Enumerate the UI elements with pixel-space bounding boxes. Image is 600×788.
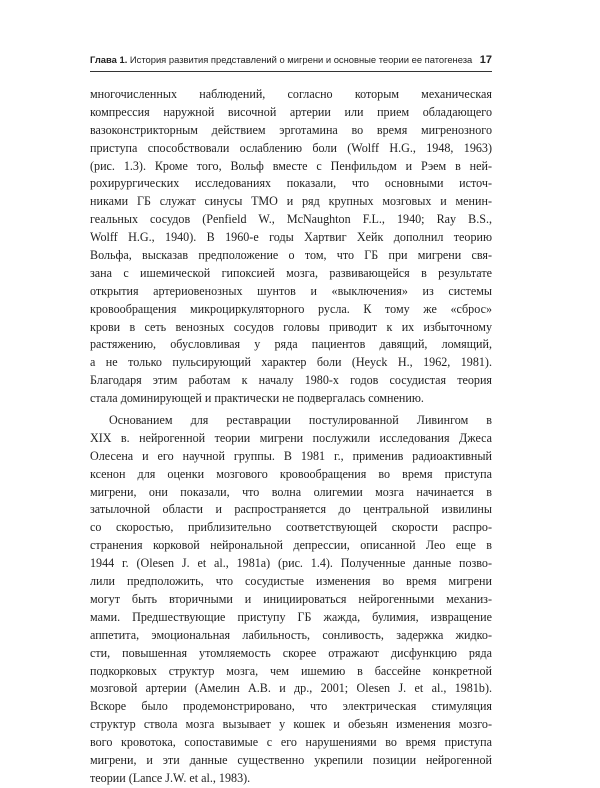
- text-line: могут быть вторичными и инициироваться нейрогенными механиз-: [90, 591, 492, 606]
- running-header: [90, 54, 492, 66]
- text-line: приступа способствовали ослаблению боли (Wolff H.G., 1948, 1963): [90, 140, 492, 155]
- text-line: XIX в. нейрогенной теории мигрени послужили исследования Джеса: [90, 430, 492, 445]
- text-line: странения корковой нейрональной депрессии, описанной Лео еще в: [90, 538, 492, 553]
- text-line: мами. Предшествующие приступу ГБ жажда, булимия, извращение: [90, 609, 492, 624]
- text-line: структур ствола мозга вызывает у кошек и обезьян изменения мозго-: [90, 717, 492, 732]
- chapter-label: Глава 1.: [90, 54, 128, 65]
- text-line: ксенон для оценки мозгового кровообращения во время приступа: [90, 466, 492, 481]
- text-line: мигрени, они показали, что волна олигемии мозга начинается в: [90, 484, 492, 499]
- text-line: многочисленных наблюдений, согласно которым механическая: [90, 87, 492, 101]
- page-number: 17: [479, 54, 492, 66]
- text-line: растяжению, обусловливая у ряда пациентов давящий, ломящий,: [90, 337, 492, 352]
- text-line: вого кровотока, сопоставимые с его нарушениями во время приступа: [90, 735, 492, 750]
- text-line: Вскоре было продемонстрировано, что электрическая стимуляция: [90, 699, 492, 714]
- text-line: стала доминирующей и практически не подвергалась сомнению.: [90, 391, 424, 406]
- text-line: подкорковых структур мозга, чем ишемию в бассейне конкретной: [90, 663, 492, 678]
- text-line: аппетита, эмоциональная лабильность, сонливость, задержка жидко-: [90, 627, 492, 642]
- text-line: рохирургических исследованиях показали, что основными источ-: [90, 176, 492, 191]
- paragraph: [90, 86, 492, 408]
- text-line: Благодаря этим работам к началу 1980-х годов сосудистая теория: [90, 373, 492, 388]
- text-line: (рис. 1.3). Кроме того, Вольф вместе с Пенфильдом и Рэем в ней-: [90, 158, 492, 173]
- header-rule: [90, 71, 492, 72]
- text-line: никами ГБ служат синусы ТМО и ряд крупных мозговых и менин-: [90, 194, 492, 209]
- text-line: мигрени, и эти данные существенно укрепили позиции нейрогенной: [90, 752, 492, 767]
- text-line: зана с ишемической гипоксией мозга, развивающейся в результате: [90, 265, 492, 280]
- text-line: Вольфа, высказав предположение о том, что ГБ при мигрени свя-: [90, 248, 492, 263]
- text-line: затылочной области и распространяется до центральной извилины: [90, 502, 492, 517]
- text-line: а не только пульсирующий характер боли (Heyck H., 1962, 1981).: [90, 355, 492, 370]
- chapter-title: [90, 54, 472, 65]
- text-line: сти, повышенная утомляемость скорее отражают дисфункцию ряда: [90, 645, 492, 660]
- text-line: лили предположить, что сосудистые изменения во время мигрени: [90, 574, 492, 589]
- text-line: со скоростью, приблизительно соответствующей скорости распро-: [90, 520, 492, 535]
- text-line: компрессия наружной височной артерии или прием обладающего: [90, 104, 492, 119]
- text-line: вазоконстрикторным действием эрготамина во время мигренозного: [90, 122, 492, 137]
- text-line: кровообращения микроциркуляторного русла. К тому же «сброс»: [90, 301, 492, 316]
- text-line: мозговой артерии (Амелин А.В. и др., 2001; Olesen J. et al., 1981b).: [90, 681, 492, 696]
- body-text: [90, 86, 492, 788]
- text-line: Основанием для реставрации постулированной Ливингом в: [109, 413, 492, 428]
- text-line: крови в сеть венозных сосудов головы приводит к их избыточному: [90, 319, 492, 334]
- text-line: Wolff H.G., 1940). В 1960-е годы Хартвиг Хейк дополнил теорию: [90, 230, 492, 245]
- text-line: геальных сосудов (Penfield W., McNaughton F.L., 1940; Ray B.S.,: [90, 212, 492, 227]
- text-line: теории (Lance J.W. et al., 1983).: [90, 770, 251, 785]
- text-line: открытия артериовенозных шунтов и «выключения» из системы: [90, 283, 492, 298]
- paragraph: [90, 412, 492, 788]
- chapter-name: История развития представлений о мигрени и основные теории ее патогенеза: [129, 54, 473, 65]
- text-line: Олесена и его научной группы. В 1981 г., применив радиоактивный: [90, 448, 492, 463]
- text-line: 1944 г. (Olesen J. et al., 1981a) (рис. 1.4). Полученные данные позво-: [90, 556, 492, 571]
